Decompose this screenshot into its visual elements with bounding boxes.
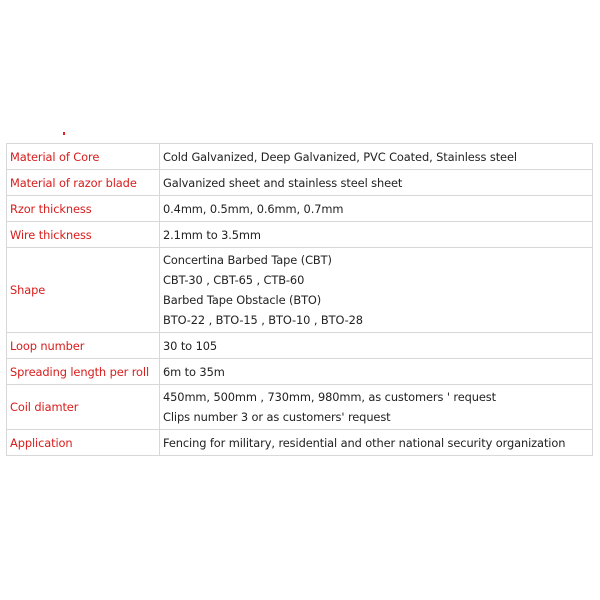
value-line: CBT-30 , CBT-65 , CTB-60: [163, 273, 305, 287]
value-line: Barbed Tape Obstacle (BTO): [163, 293, 322, 307]
row-value: 30 to 105: [160, 333, 593, 359]
row-label: Coil diamter: [7, 385, 160, 430]
decorative-dot: [63, 132, 65, 135]
row-value: Fencing for military, residential and other national security organization: [160, 430, 593, 456]
table-row: [7, 144, 593, 170]
table-row: [7, 430, 593, 456]
table-row: [7, 196, 593, 222]
row-value: Cold Galvanized, Deep Galvanized, PVC Coated, Stainless steel: [160, 144, 593, 170]
row-label: Material of razor blade: [7, 170, 160, 196]
value-line: Concertina Barbed Tape (CBT): [163, 253, 332, 267]
row-value: 6m to 35m: [160, 359, 593, 385]
table-row: [7, 385, 593, 430]
row-label: Shape: [7, 248, 160, 333]
table-row: [7, 222, 593, 248]
table-row: [7, 170, 593, 196]
row-value: 2.1mm to 3.5mm: [160, 222, 593, 248]
value-line: BTO-22 , BTO-15 , BTO-10 , BTO-28: [163, 313, 363, 327]
row-label: Spreading length per roll: [7, 359, 160, 385]
row-label: Loop number: [7, 333, 160, 359]
row-label: Wire thickness: [7, 222, 160, 248]
spec-table: [6, 143, 593, 456]
table-row: [7, 359, 593, 385]
table-row: [7, 333, 593, 359]
table-row: [7, 248, 593, 333]
value-line: 450mm, 500mm , 730mm, 980mm, as customers ' request: [163, 390, 496, 404]
row-label: Application: [7, 430, 160, 456]
row-value: [160, 385, 593, 430]
row-value: 0.4mm, 0.5mm, 0.6mm, 0.7mm: [160, 196, 593, 222]
row-value: [160, 248, 593, 333]
row-label: Material of Core: [7, 144, 160, 170]
row-value: Galvanized sheet and stainless steel sheet: [160, 170, 593, 196]
row-label: Rzor thickness: [7, 196, 160, 222]
value-line: Clips number 3 or as customers' request: [163, 410, 391, 424]
